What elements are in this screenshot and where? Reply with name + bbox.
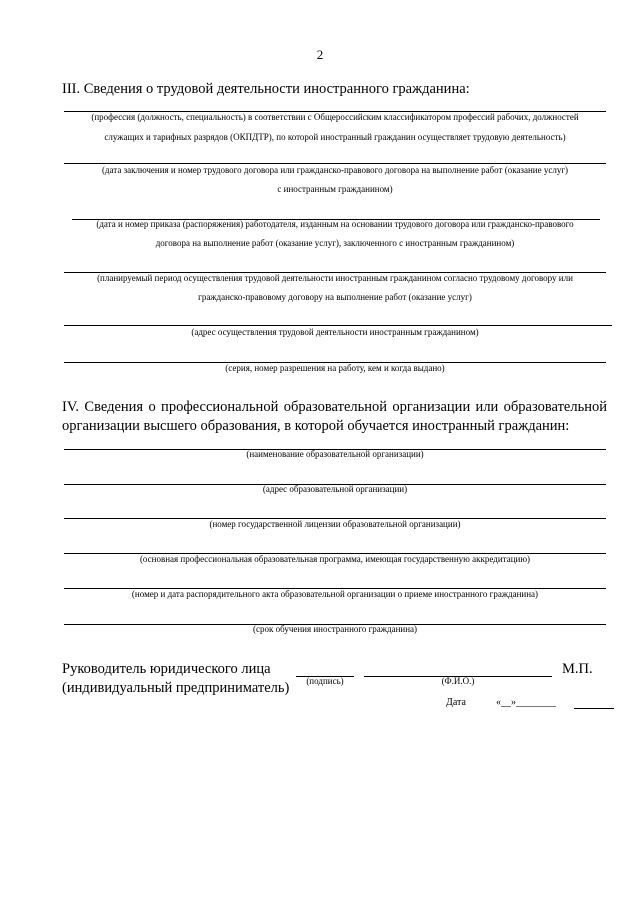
- caption-contract: (дата заключения и номер трудового договора или гражданско-правового договора на выполнение работ (оказание услуг) с иностранным гражданином): [101, 165, 569, 194]
- stamp-label: М.П.: [562, 661, 593, 677]
- caption-org-address: (адрес образовательной организации): [262, 484, 408, 494]
- signatory-title-line1: Руководитель юридического лица: [62, 661, 271, 677]
- caption-order: (дата и номер приказа (распоряжения) работодателя, изданным на основании трудового договора или гражданско-правового договора на выполнение работ (оказание услуг), заключенного с иностранным гражданином): [96, 219, 574, 248]
- caption-work-address: (адрес осуществления трудовой деятельности иностранным гражданином): [191, 327, 479, 337]
- section-4-heading: IV. Сведения о профессиональной образовательной организации или образовательной организации высшего образования, в которой обучается иностранный гражданин:: [62, 399, 607, 434]
- signatory-title-line2: (индивидуальный предприниматель): [62, 680, 290, 696]
- date-year-line[interactable]: [574, 708, 614, 709]
- caption-permit: (серия, номер разрешения на работу, кем и когда выдано): [225, 363, 445, 373]
- date-field[interactable]: «__»________: [496, 697, 556, 708]
- page-number: 2: [316, 47, 324, 62]
- caption-license: (номер государственной лицензии образовательной организации): [209, 519, 461, 529]
- caption-study-period: (срок обучения иностранного гражданина): [252, 624, 418, 634]
- caption-org-name: (наименование образовательной организации): [246, 449, 424, 459]
- date-label: Дата: [446, 697, 466, 708]
- section-3-heading: III. Сведения о трудовой деятельности иностранного гражданина:: [62, 81, 470, 97]
- caption-profession: (профессия (должность, специальность) в соответствии с Общероссийским классификатором профессий рабочих, должностей служащих и тарифных разрядов (ОКПДТР), по которой иностранный гражданин осуществляет трудовую деятельность): [91, 112, 579, 142]
- caption-program: (основная профессиональная образовательная программа, имеющая государственную аккредитацию): [139, 554, 531, 564]
- fio-caption: (Ф.И.О.): [441, 676, 475, 686]
- caption-period: (планируемый период осуществления трудовой деятельности иностранным гражданином согласно трудовому договору или гражданско-правовому договору на выполнение работ (оказание услуг): [97, 273, 573, 302]
- caption-admission-act: (номер и дата распорядительного акта образовательной организации о приеме иностранного гражданина): [131, 589, 539, 599]
- signature-caption: (подпись): [306, 676, 344, 686]
